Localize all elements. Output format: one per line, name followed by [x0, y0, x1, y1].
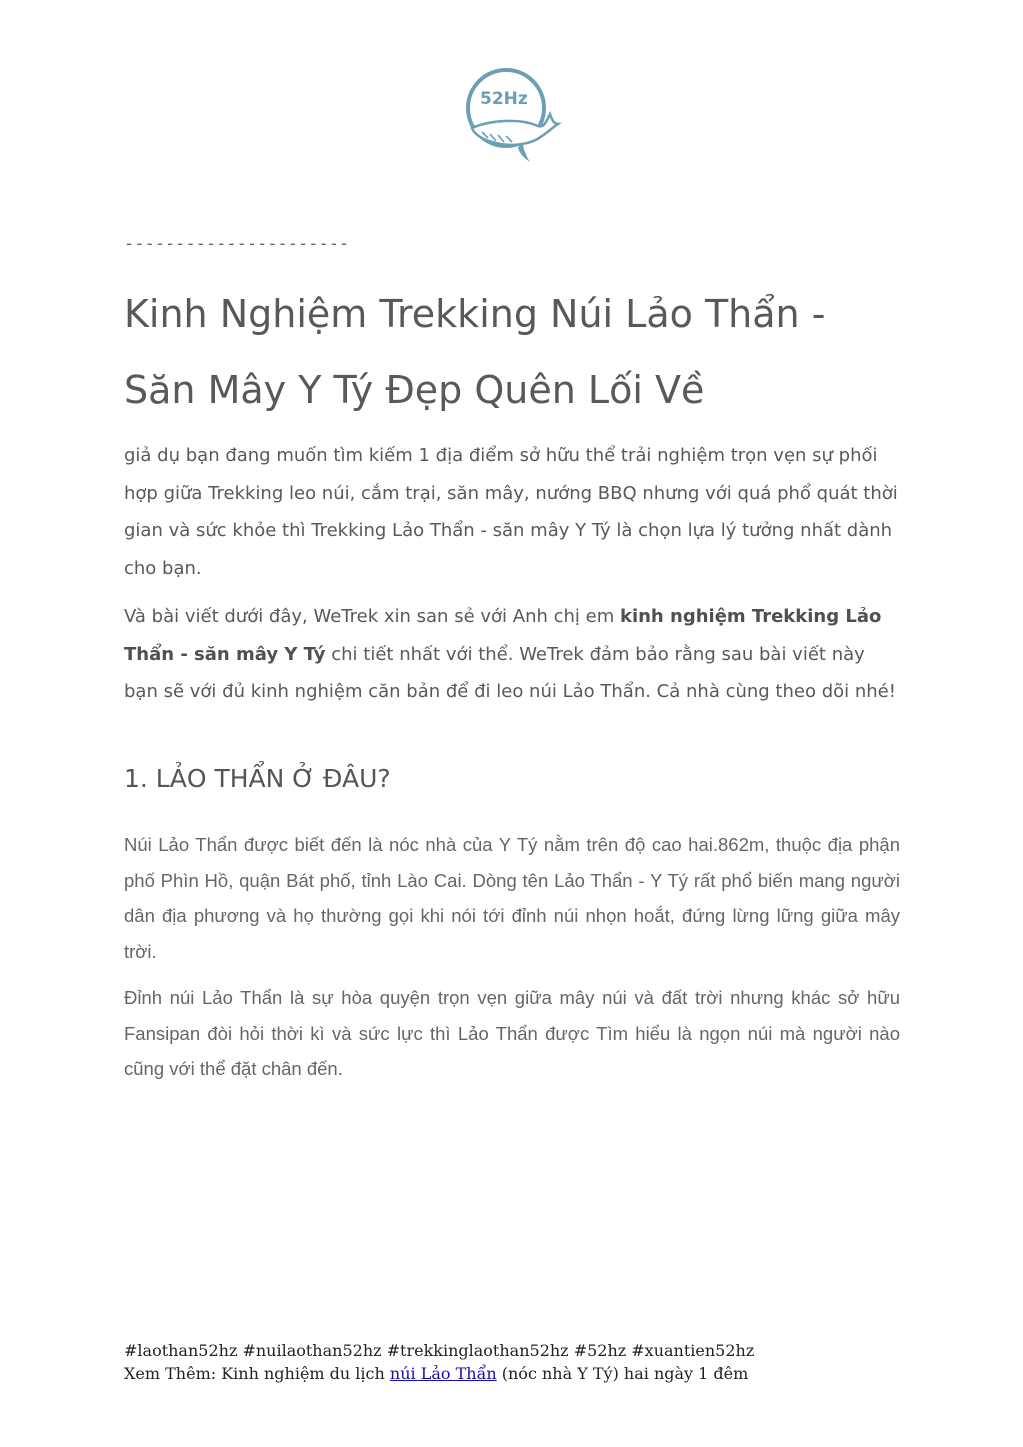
section-paragraph-1: Núi Lảo Thẩn được biết đến là nóc nhà của Y Tý nằm trên độ cao hai.862m, thuộc địa phận phố Phìn Hồ, quận Bát phố, tỉnh Lào Cai. Dòng tên Lảo Thẩn - Y Tý rất phổ biến mang người dân địa phương và họ thường gọi khi nói tới đỉnh núi nhọn hoắt, đứng lừng lững giữa mây trời. [124, 834, 900, 962]
section-paragraph-2: Đỉnh núi Lảo Thẩn là sự hòa quyện trọn vẹn giữa mây núi và đất trời nhưng khác sở hữu Fansipan đòi hỏi thời kì và sức lực thì Lảo Thẩn được Tìm hiểu là ngọn núi mà người nào cũng với thể đặt chân đến. [124, 987, 900, 1079]
title-line-1: Kinh Nghiệm Trekking Núi Lảo Thẩn - [124, 292, 826, 336]
brand-logo [462, 62, 562, 166]
see-more-link[interactable]: núi Lảo Thẩn [389, 1364, 497, 1383]
article-title [124, 276, 914, 428]
intro-paragraph-2 [124, 598, 904, 711]
footer-see-more [124, 1362, 754, 1385]
intro-p2-start: Và bài viết dưới đây, WeTrek xin san sẻ với Anh chị em [124, 606, 620, 627]
intro-p2-bold: kinh nghiệm Trekking Lảo Thẩn - săn mây Y Tý [124, 606, 882, 665]
section-heading: 1. LẢO THẨN Ở ĐÂU? [124, 764, 391, 793]
title-line-2: Săn Mây Y Tý Đẹp Quên Lối Về [124, 368, 705, 412]
whale-logo-icon [462, 62, 562, 166]
divider-line: ---------------------- [124, 234, 350, 254]
footer-hashtags: #laothan52hz #nuilaothan52hz #trekkinglaothan52hz #52hz #xuantien52hz [124, 1341, 755, 1360]
intro-p2-end: chi tiết nhất với thể. WeTrek đảm bảo rằng sau bài viết này bạn sẽ với đủ kinh nghiệm căn bản để đi leo núi Lảo Thẩn. Cả nhà cùng theo dõi nhé! [124, 643, 896, 702]
see-more-suffix: (nóc nhà Y Tý) hai ngày 1 đêm [496, 1364, 749, 1383]
see-more-prefix: Xem Thêm: Kinh nghiệm du lịch [124, 1364, 390, 1383]
logo-text: 52Hz [480, 89, 528, 109]
footer [124, 1339, 754, 1385]
intro-paragraph-1: giả dụ bạn đang muốn tìm kiếm 1 địa điểm sở hữu thể trải nghiệm trọn vẹn sự phối hợp giữa Trekking leo núi, cắm trại, săn mây, nướng BBQ nhưng với quá phổ quát thời gian và sức khỏe thì Trekking Lảo Thẩn - săn mây Y Tý là chọn lựa lý tưởng nhất dành cho bạn. [124, 445, 898, 579]
